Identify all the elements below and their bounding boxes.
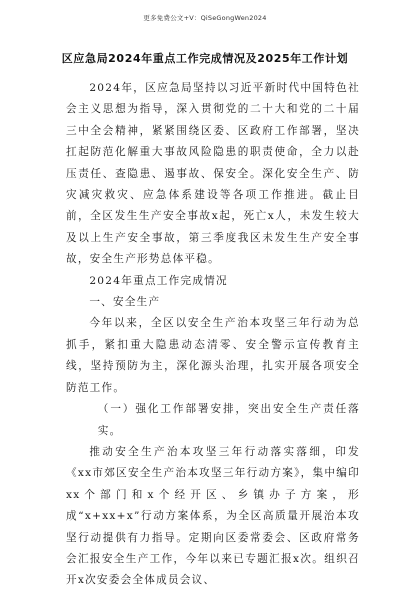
section-heading: 2024年重点工作完成情况 xyxy=(89,274,228,287)
subsection-heading: 一、安全生产 xyxy=(89,296,161,309)
intro-paragraph: 2024年，区应急局坚持以习近平新时代中国特色社会主义思想为指导，深入贯彻党的二十大和党的二十届三中全会精神，紧紧围绕区委、区政府工作部署，坚决扛起防范化解重大事故风险隐患的职责使命，全力以赴压责任、查隐患、遏事故、保安全。深化安全生产、防灾减灾救灾、应急体系建设等各项工作推进。截止目前，全区发生生产安全事故x起，死亡x人，未发生较大及以上生产安全事故，第三季度我区未发生生产安全事故，安全生产形势总体平稳。 xyxy=(66,82,360,266)
body-paragraph: 推动安全生产治本攻坚三年行动落实落细，印发《xx市郊区安全生产治本攻坚三年行动方案》，集中编印xx个部门和x个经开区、乡镇办子方案，形成“x+xx+x”行动方案体系，为全区高质量开展治本攻坚行动提供有力指导。定期向区委常委会、区政府常务会汇报安全生产工作，今年以来已专题汇报x次。组织召开x次安委会全体成员会议、 xyxy=(66,445,360,587)
header-watermark: 更多免费公文+V：QiSeGongWen2024 xyxy=(143,14,267,22)
document-body xyxy=(66,78,360,592)
body-paragraph: 今年以来，全区以安全生产治本攻坚三年行动为总抓手，紧扣重大隐患动态清零、安全警示宣传教育主线，坚持预防为主，深化源头治理，扎实开展各项安全防范工作。 xyxy=(66,317,360,394)
sub-item-heading: （一）强化工作部署安排，突出安全生产责任落实。 xyxy=(97,403,360,437)
page-title: 区应急局2024年重点工作完成情况及2025年工作计划 xyxy=(61,52,349,65)
